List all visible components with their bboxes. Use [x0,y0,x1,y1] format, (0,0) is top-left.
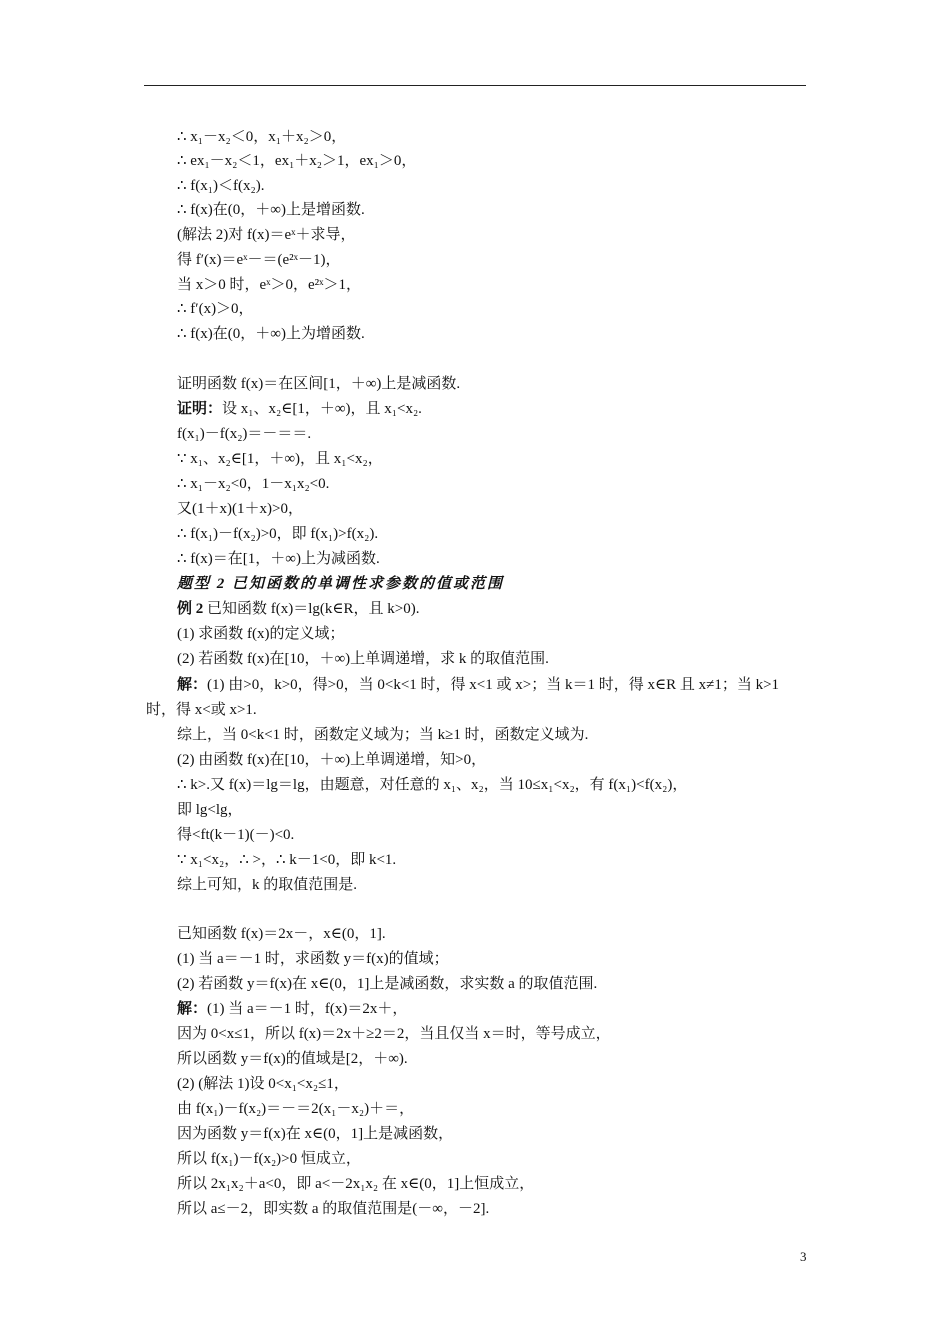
text-line: 所以函数 y＝f(x)的值域是[2，＋∞). [177,1051,408,1067]
text-line: 得<ft(k－1)(－)<0. [177,827,295,843]
solution-label: 解： [177,677,208,693]
text-line: ∴ f(x)在(0，＋∞)上为增函数. [177,326,365,342]
text-line: (解法 2)对 f(x)＝eˣ＋求导， [177,227,356,243]
text-line: (1) 当 a＝－1 时，求函数 y＝f(x)的值域； [177,951,449,967]
text-line: 综上可知，k 的取值范围是. [177,877,358,893]
text-line: 由 f(x₁)－f(x₂)＝－＝2(x₁－x₂)＋＝， [177,1101,415,1117]
text-line: ∴ k>.又 f(x)＝lg＝lg，由题意，对任意的 x₁、x₂，当 10≤x₁<x₂，有 f(x₁)<f(x₂)， [177,777,688,793]
text-line: 时，得 x<或 x>1. [146,702,257,718]
text-line: (1) 求函数 f(x)的定义域； [177,626,345,642]
section-heading-label: 题型 2 [177,576,227,592]
solution-line [177,676,779,694]
text-line: ∴ f(x)＝在[1，＋∞)上为减函数. [177,551,380,567]
text-line: ∴ f′(x)＞0， [177,301,254,317]
proof-line [177,400,422,418]
text-line: (2) 若函数 f(x)在[10，＋∞)上单调递增，求 k 的取值范围. [177,651,549,667]
problem-statement: 证明函数 f(x)＝在区间[1，＋∞)上是减函数. [177,376,461,392]
page-number: 3 [800,1249,807,1264]
text-line: 得 f′(x)＝eˣ－＝(e²ˣ－1)， [177,252,341,268]
proof-text: 设 x₁、x₂∈[1，＋∞)，且 x₁<x₂. [222,401,422,417]
example-text: 已知函数 f(x)＝lg(k∈R，且 k>0). [203,601,420,617]
text-line: 综上，当 0<k<1 时，函数定义域为；当 k≥1 时，函数定义域为. [177,727,589,743]
text-line: ∴ x₁－x₂＜0，x₁＋x₂＞0， [177,129,347,145]
text-line: ∴ f(x)在(0，＋∞)上是增函数. [177,202,365,218]
text-line: ∴ ex₁－x₂＜1，ex₁＋x₂＞1，ex₁＞0， [177,153,417,169]
solution-label: 解： [177,1001,208,1017]
text-line: (2) 由函数 f(x)在[10，＋∞)上单调递增，知>0， [177,752,487,768]
example-line [177,600,419,618]
text-line: 又(1＋x)(1＋x)>0， [177,501,303,517]
text-line: 因为 0<x≤1，所以 f(x)＝2x＋≥2＝2，当且仅当 x＝时，等号成立， [177,1026,611,1042]
header-rule [144,85,806,86]
text-line: ∴ x₁－x₂<0，1－x₁x₂<0. [177,476,330,492]
text-line: f(x₁)－f(x₂)＝－＝＝. [177,426,312,442]
problem-statement: 已知函数 f(x)＝2x－，x∈(0，1]. [177,926,386,942]
text-line: 当 x＞0 时，eˣ＞0，e²ˣ＞1， [177,277,361,293]
text-line: (2) (解法 1)设 0<x₁<x₂≤1， [177,1076,349,1092]
solution-text: (1) 当 a＝－1 时，f(x)＝2x＋， [207,1001,408,1017]
proof-label: 证明： [177,401,223,417]
text-line: ∵ x₁<x₂，∴ >，∴ k－1<0，即 k<1. [177,852,397,868]
text-line: 所以 2x₁x₂＋a<0，即 a<－2x₁x₂ 在 x∈(0，1]上恒成立， [177,1176,535,1192]
text-line: 所以 f(x₁)－f(x₂)>0 恒成立， [177,1151,361,1167]
text-line: 即 lg<lg， [177,802,243,818]
example-label: 例 2 [177,601,204,617]
section-heading [177,575,504,593]
text-line: ∵ x₁、x₂∈[1，＋∞)，且 x₁<x₂， [177,451,383,467]
text-line: 因为函数 y＝f(x)在 x∈(0，1]上是减函数， [177,1126,454,1142]
text-line: ∴ f(x₁)－f(x₂)>0，即 f(x₁)>f(x₂). [177,526,379,542]
text-line: 所以 a≤－2，即实数 a 的取值范围是(－∞，－2]. [177,1201,490,1217]
solution-text: (1) 由>0，k>0，得>0，当 0<k<1 时，得 x<1 或 x>；当 k＝1 时，得 x∈R 且 x≠1；当 k>1 [207,677,780,693]
section-heading-text: 已知函数的单调性求参数的值或范围 [226,576,505,592]
text-line: (2) 若函数 y＝f(x)在 x∈(0，1]上是减函数，求实数 a 的取值范围. [177,976,598,992]
text-line: ∴ f(x₁)＜f(x₂). [177,178,265,194]
solution-line [177,1000,407,1018]
